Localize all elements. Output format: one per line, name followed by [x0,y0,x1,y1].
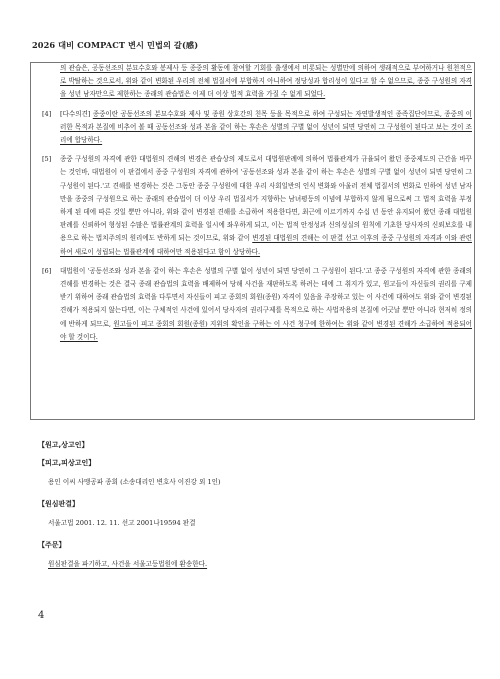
section-text: 용인 이씨 사맹공파 종회 (소송대리인 변호사 이진강 외 1인) [48,478,221,486]
numbered-paragraph [32,108,472,148]
section-text: 원심판결을 파기하고, 사건을 서울고등법원에 환송한다. [48,560,208,568]
paragraph-number: [6] [42,266,52,275]
paragraph-text: [다수의견] [60,109,93,118]
numbered-paragraph [32,265,472,344]
underlined-text: 원고들이 피고 종회의 회원(종원) 지위의 확인을 구하는 이 사건 청구에 한하여는 위와 같이 변경된 견해가 소급하여 적용되어야 할 것이다. [60,319,472,341]
continued-paragraph [32,62,472,102]
paragraph-text: 종중 구성원의 자격에 관한 대법원의 견해의 변경은 관습상의 제도로서 대법원판례에 의하여 법률관계가 규율되어 왔던 종중제도의 근간을 바꾸는 것인바, 대법원이 이 판결에서 종중 구성원의 자격에 관하여 '공동선조와 성과 본을 같이 하는 후손은 성별의 구별 없이 성년이 되면 당연히 그 구성원이 된다.'고 견해를 변경하는 것은 그동안 종중 구성원에 대한 우리 사회일반의 인식 변화와 아울러 전체 법질서의 변화로 인하여 성년 남자만을 종중의 구성원으로 하는 종래의 관습법이 더 이상 우리 법질서가 지향하는 남녀평등의 이념에 부합하지 않게 됨으로써 그 법적 효력을 부정하게 된 데에 따른 것일 뿐만 아니라, 위와 같이 변경된 견해를 소급하여 적용한다면, 최근에 이르기까지 수십 년 동안 유지되어 왔던 종래 대법원판례를 신뢰하여 형성된 수많은 법률관계의 효력을 일시에 좌우하게 되고, 이는 법적 안정성과 신의성실의 원칙에 기초한 당사자의 신뢰보호를 내용으로 하는 법치주의의 원리에도 반하게 되는 것이므로, 위와 같이 [60,155,472,243]
paragraph-number: [4] [42,109,52,118]
section-text: 서울고법 2001. 12. 11. 선고 2001나19594 판결 [48,519,196,527]
case-info-sections [38,440,468,581]
underlined-text: 변경된 대법원의 견해는 이 판결 선고 이후의 종중 구성원의 자격과 이와 관련하여 새로이 성립되는 법률관계에 대하여만 적용된다고 함이 상당하다. [60,234,472,256]
section-title: 【원고,상고인】 [38,441,89,449]
underlined-text: 의 관습은, 공동선조의 분묘수호와 봉제사 등 종중의 활동에 참여할 기회를 출생에서 비롯되는 성별만에 의하여 생래적으로 부여하거나 원천적으로 박탈하는 것으로서, 위와 같이 변화된 우리의 전체 법질서에 부합하지 아니하여 정당성과 합리성이 있다고 할 수 없으므로, 종중 구성원의 자격을 성년 남자만으로 제한하는 종래의 관습법은 이제 더 이상 법적 효력을 가질 수 없게 되었다. [60,64,472,99]
underlined-text: 종중이란 공동선조의 분묘수호와 제사 및 종원 상호간의 친목 등을 목적으로 하여 구성되는 자연발생적인 종족집단이므로, 종중의 이러한 목적과 본질에 비추어 볼 때 공동선조와 성과 본을 같이 하는 후손은 성별의 구별 없이 성년이 되면 당연히 그 구성원이 된다고 보는 것이 조리에 합당하다. [60,109,472,145]
section-title: 【주문】 [38,541,66,549]
section-title: 【원심판결】 [38,500,80,508]
paragraph-number: [5] [42,155,52,164]
page-number: 4 [38,610,45,621]
running-header: 2026 대비 COMPACT 변시 민법의 갈(感) [32,40,199,50]
numbered-paragraph [32,153,472,259]
paragraph-text: 대법원이 '공동선조와 성과 본을 같이 하는 후손은 성별의 구별 없이 성년이 되면 당연히 그 구성원이 된다.'고 종중 구성원의 자격에 관한 종래의 견해를 변경하는 것은 결국 종래 관습법의 효력을 배제하여 당해 사건을 재판하도록 하려는 데에 그 취지가 있고, 원고들이 자신들의 권리를 구제받기 위하여 종래 관습법의 효력을 다투면서 자신들이 피고 종회의 회원(종원) 자격이 있음을 주장하고 있는 이 사건에 대하여도 위와 같이 변경된 견해가 적용되지 않는다면, 이는 구체적인 사건에 있어서 당사자의 권리구제를 목적으로 하는 사법작용의 본질에 어긋날 뿐만 아니라 현저히 정의에 반하게 되므로, [60,266,472,328]
section-title: 【피고,피상고인】 [38,459,96,467]
excerpt-body [32,62,472,350]
